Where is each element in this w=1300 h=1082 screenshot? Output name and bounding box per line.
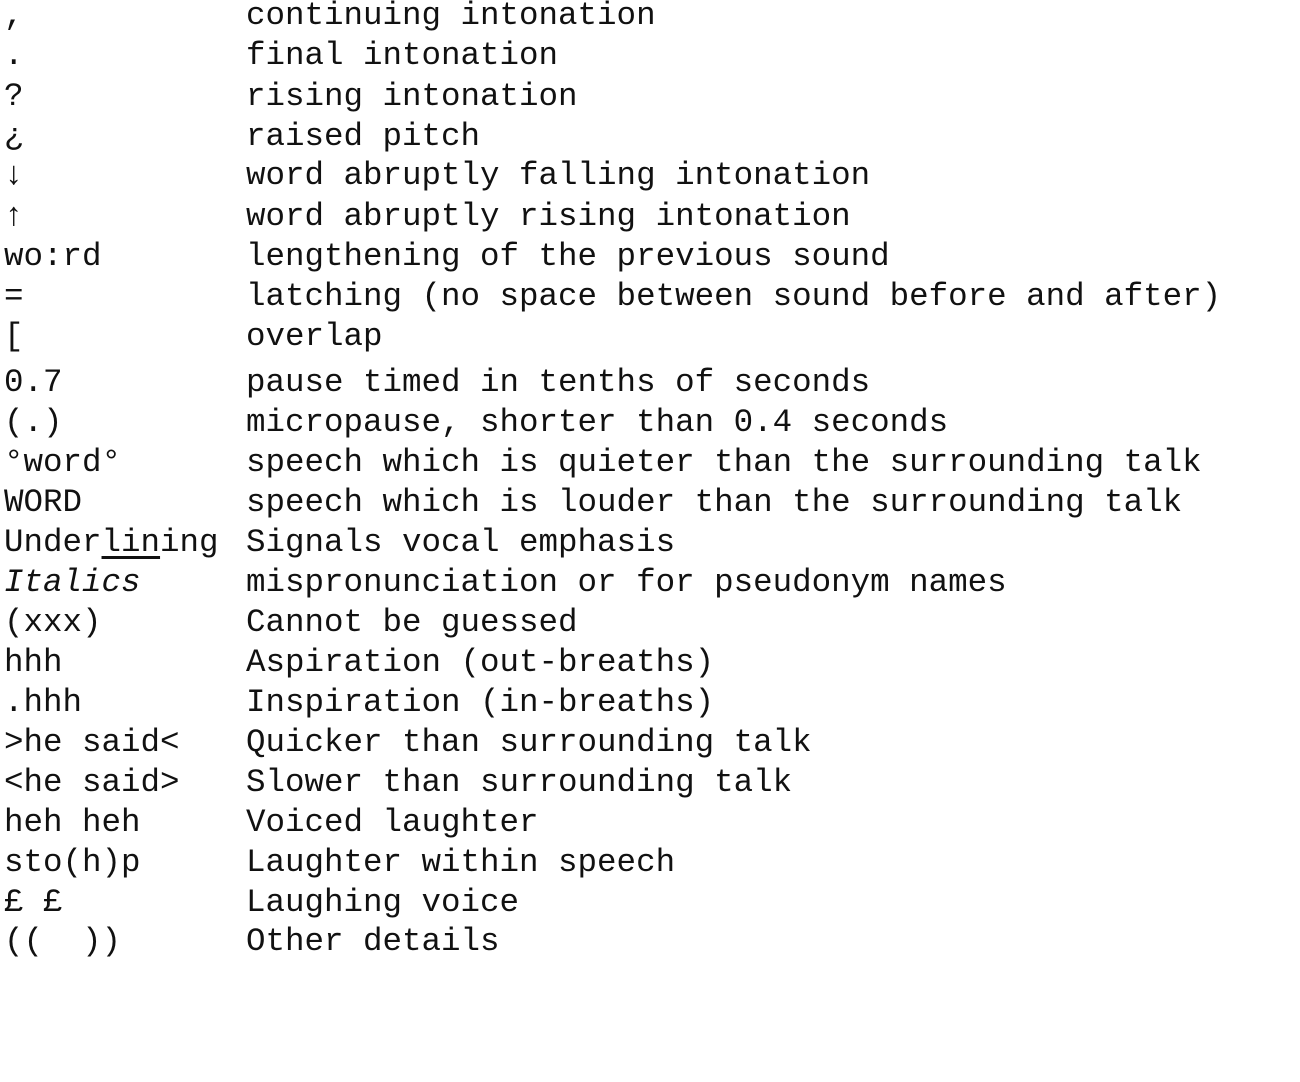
legend-row xyxy=(0,277,1300,317)
legend-description: word abruptly rising intonation xyxy=(246,198,851,235)
legend-symbol: .hhh xyxy=(4,684,83,721)
legend-row xyxy=(0,922,1300,962)
legend-description: Cannot be guessed xyxy=(246,604,578,641)
legend-description: Other details xyxy=(246,923,500,960)
legend-symbol: (xxx) xyxy=(4,604,102,641)
legend-description: Inspiration (in-breaths) xyxy=(246,684,715,721)
legend-symbol: °word° xyxy=(4,444,122,481)
legend-symbol: wo:rd xyxy=(4,238,102,275)
legend-symbol: hhh xyxy=(4,644,63,681)
legend-symbol: £ £ xyxy=(4,884,63,921)
legend-row xyxy=(0,77,1300,117)
legend-description: latching (no space between sound before and after) xyxy=(246,278,1222,315)
legend-description: raised pitch xyxy=(246,118,481,155)
legend-description: speech which is quieter than the surrounding talk xyxy=(246,444,1202,481)
legend-description: micropause, shorter than 0.4 seconds xyxy=(246,404,949,441)
legend-row xyxy=(0,483,1300,523)
legend-symbol: heh heh xyxy=(4,804,141,841)
legend-symbol xyxy=(4,523,219,563)
legend-row xyxy=(0,683,1300,723)
symbol-text-after: ing xyxy=(160,524,219,561)
legend-description: Aspiration (out-breaths) xyxy=(246,644,715,681)
legend-symbol: . xyxy=(4,37,24,74)
legend-row xyxy=(0,883,1300,923)
legend-row xyxy=(0,317,1300,357)
legend-row xyxy=(0,403,1300,443)
legend-row xyxy=(0,36,1300,76)
legend-row xyxy=(0,0,1300,36)
legend-symbol: (.) xyxy=(4,404,63,441)
legend-symbol: WORD xyxy=(4,484,83,521)
legend-row xyxy=(0,643,1300,683)
legend-description: pause timed in tenths of seconds xyxy=(246,364,871,401)
legend-description: rising intonation xyxy=(246,78,578,115)
legend-row xyxy=(0,723,1300,763)
legend-row xyxy=(0,763,1300,803)
legend-row xyxy=(0,603,1300,643)
legend-symbol: , xyxy=(4,0,24,34)
legend-description: word abruptly falling intonation xyxy=(246,157,871,194)
legend-symbol: Italics xyxy=(4,564,141,601)
legend-row xyxy=(0,563,1300,603)
legend-description: mispronunciation or for pseudonym names xyxy=(246,564,1007,601)
legend-row xyxy=(0,523,1300,563)
legend-row xyxy=(0,443,1300,483)
symbol-text-before: Under xyxy=(4,524,102,561)
legend-symbol: ? xyxy=(4,78,24,115)
legend-symbol: 0.7 xyxy=(4,364,63,401)
legend-row xyxy=(0,843,1300,883)
legend-description: final intonation xyxy=(246,37,559,74)
legend-symbol: <he said> xyxy=(4,764,180,801)
legend-description: Laughter within speech xyxy=(246,844,676,881)
legend-description: continuing intonation xyxy=(246,0,656,34)
legend-description: speech which is louder than the surrounding talk xyxy=(246,484,1183,521)
legend-row xyxy=(0,803,1300,843)
legend-symbol: >he said< xyxy=(4,724,180,761)
symbol-underlined-text: lin xyxy=(101,524,161,561)
legend-description: Signals vocal emphasis xyxy=(246,524,676,561)
legend-description: Laughing voice xyxy=(246,884,520,921)
legend-symbol: [ xyxy=(4,318,24,355)
legend-symbol: sto(h)p xyxy=(4,844,141,881)
legend-row xyxy=(0,237,1300,277)
legend-symbol: ¿ xyxy=(4,118,24,155)
legend-row xyxy=(0,197,1300,237)
legend-row xyxy=(0,363,1300,403)
legend-description: Quicker than surrounding talk xyxy=(246,724,812,761)
legend-symbol: = xyxy=(4,278,24,315)
legend-symbol: (( )) xyxy=(4,923,122,960)
legend-symbol: ↑ xyxy=(4,198,24,235)
legend-description: Voiced laughter xyxy=(246,804,539,841)
legend-row xyxy=(0,156,1300,196)
legend-symbol: ↓ xyxy=(4,157,24,194)
legend-description: lengthening of the previous sound xyxy=(246,238,890,275)
legend-description: overlap xyxy=(246,318,383,355)
legend-row xyxy=(0,117,1300,157)
legend-description: Slower than surrounding talk xyxy=(246,764,793,801)
